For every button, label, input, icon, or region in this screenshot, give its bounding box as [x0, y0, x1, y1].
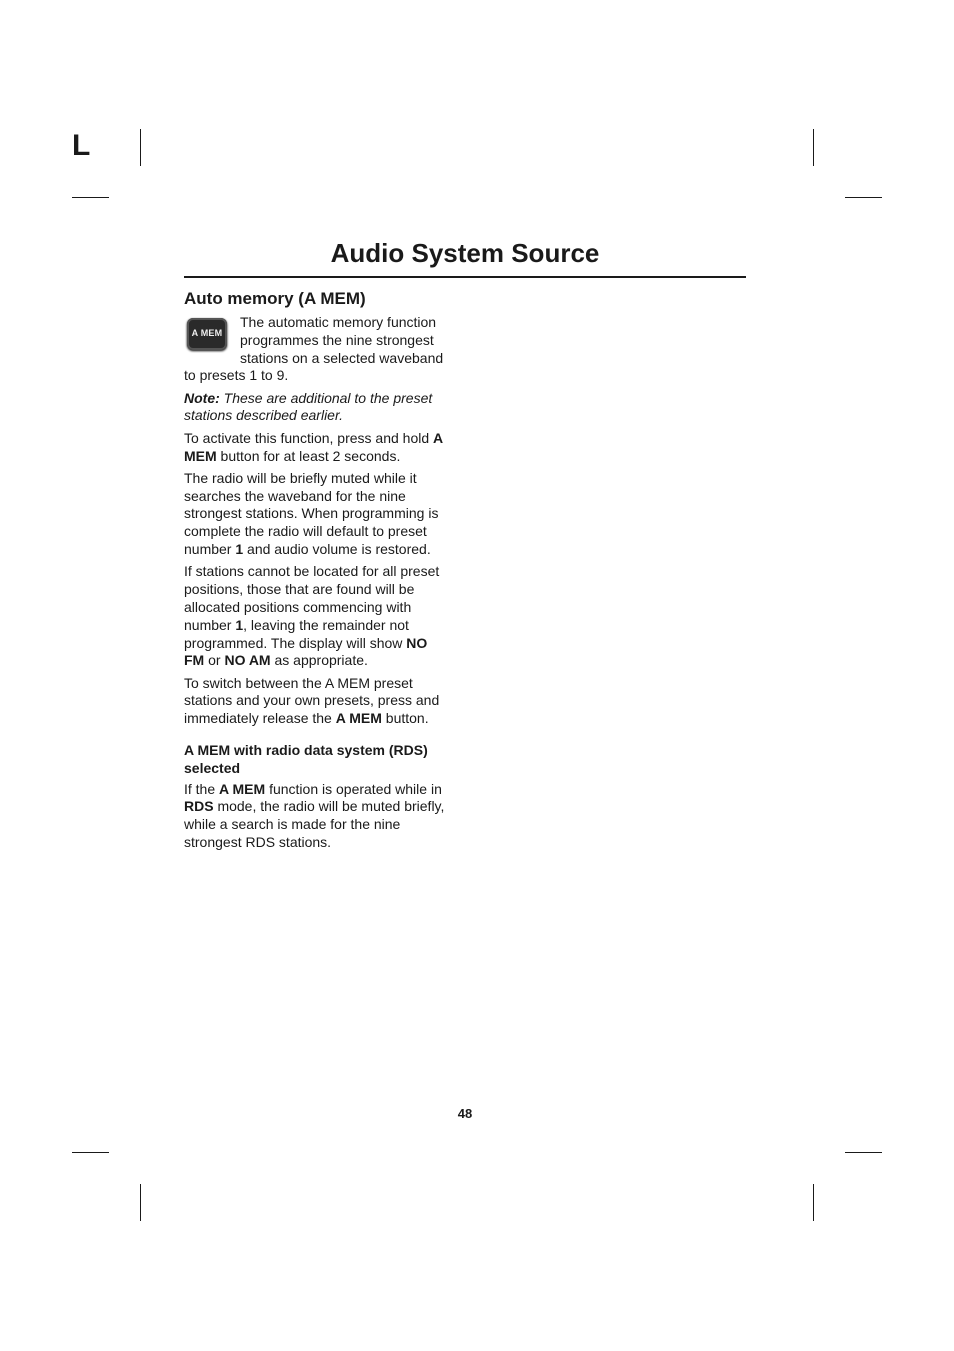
activate-paragraph	[184, 430, 450, 466]
page-number: 48	[457, 1106, 473, 1121]
intro-paragraph	[184, 314, 450, 385]
text-run: button for at least 2 seconds.	[216, 447, 401, 464]
crop-mark	[813, 1184, 814, 1221]
bold-run: 1	[235, 541, 244, 558]
bold-run: NO FM	[184, 634, 428, 669]
bold-run: 1	[235, 616, 244, 633]
text-run: as appropriate.	[270, 652, 368, 669]
text-run: and audio volume is restored.	[243, 541, 431, 558]
note-text: These are additional to the preset stations described earlier.	[184, 389, 433, 424]
muted-paragraph	[184, 470, 450, 559]
crop-mark	[72, 1152, 109, 1153]
a-mem-button-icon: A MEM	[187, 318, 227, 350]
text-run: If the	[184, 780, 220, 797]
bold-run: A MEM	[219, 780, 266, 797]
text-run: mode, the radio will be muted briefly, while a search is made for the nine strongest RDS stations.	[184, 798, 445, 851]
rds-heading: A MEM with radio data system (RDS) selected	[184, 742, 428, 776]
crop-mark	[845, 197, 882, 198]
text-run: button.	[381, 710, 429, 727]
note-paragraph	[184, 390, 450, 426]
section-heading: Auto memory (A MEM)	[184, 289, 366, 308]
note-label: Note:	[184, 389, 220, 406]
crop-mark	[72, 197, 109, 198]
text-run: or	[204, 652, 225, 669]
text-run: , leaving the remainder not programmed. The display will show	[184, 616, 409, 651]
page-title: Audio System Source	[330, 238, 600, 268]
switch-paragraph	[184, 675, 450, 728]
crop-mark	[140, 129, 141, 166]
section-letter: L	[72, 129, 91, 162]
stations-paragraph	[184, 563, 450, 670]
content-column	[184, 288, 450, 856]
bold-run: NO AM	[224, 652, 271, 669]
crop-mark	[140, 1184, 141, 1221]
bold-run: RDS	[184, 798, 214, 815]
text-run: To switch between the A MEM preset stations and your own presets, press and immediately release the	[184, 674, 440, 727]
a-mem-button-icon-wrap	[184, 316, 234, 352]
intro-text: The automatic memory function programmes the nine strongest stations on a selected waveband to presets 1 to 9.	[184, 314, 444, 384]
text-run: The radio will be briefly muted while it searches the waveband for the nine strongest stations. When programming is complete the radio will default to preset number	[184, 469, 439, 558]
rds-paragraph	[184, 781, 450, 852]
text-run: To activate this function, press and hold	[184, 429, 434, 446]
title-rule	[184, 276, 746, 278]
text-run: function is operated while in	[265, 780, 442, 797]
bold-run: A MEM	[184, 429, 443, 464]
bold-run: A MEM	[335, 710, 382, 727]
crop-mark	[813, 129, 814, 166]
text-run: If stations cannot be located for all preset positions, those that are found will be allocated positions commencing with number	[184, 563, 440, 633]
crop-mark	[845, 1152, 882, 1153]
